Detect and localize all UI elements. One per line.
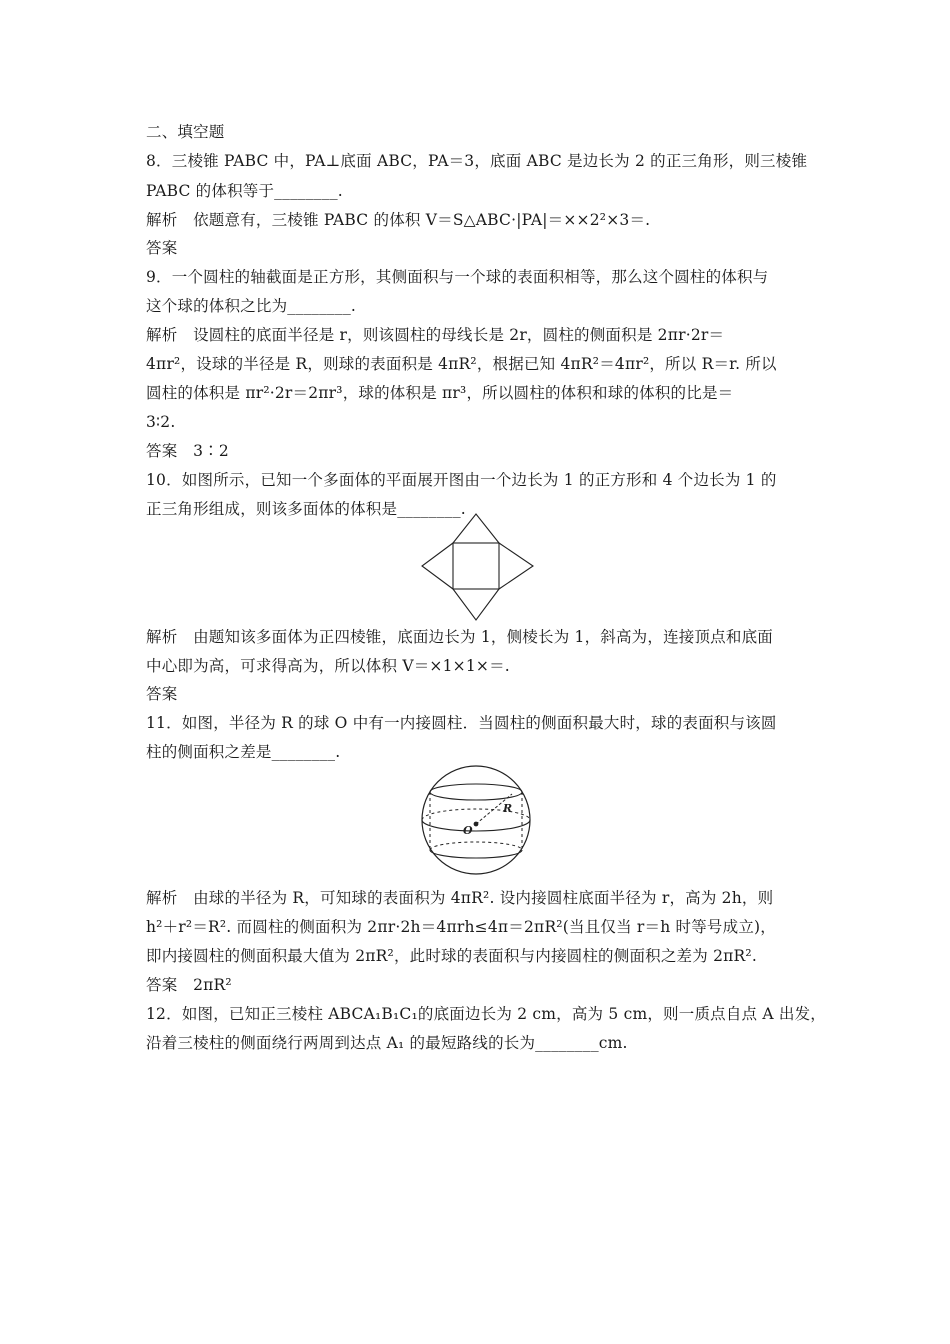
q11-analysis-line3: 即内接圆柱的侧面积最大值为 2πR²，此时球的表面积与内接圆柱的侧面积之差为 2πR². <box>146 947 757 965</box>
q11-stem-line2: 柱的侧面积之差是________. <box>146 743 341 761</box>
q9-analysis-line2: 4πr²，设球的半径是 R，则球的表面积是 4πR²，根据已知 4πR²＝4πr²，所以 R＝r. 所以 <box>146 355 777 373</box>
q9-answer: 答案 3∶2 <box>146 442 229 460</box>
section-title: 二、填空题 <box>146 123 225 141</box>
q9-analysis-line4: 3∶2. <box>146 413 176 431</box>
net-square <box>453 543 499 589</box>
q10-stem-line2: 正三角形组成，则该多面体的体积是________. <box>146 500 466 518</box>
cylinder-bottom-back <box>430 842 522 850</box>
q11-answer: 答案 2πR² <box>146 976 232 994</box>
q8-stem-line2: PABC 的体积等于________. <box>146 182 343 200</box>
net-triangle-bottom <box>453 589 499 620</box>
q8-stem-line1: 8．三棱锥 PABC 中，PA⊥底面 ABC，PA＝3，底面 ABC 是边长为 2 的正三角形，则三棱锥 <box>146 152 808 170</box>
q11-stem-line1: 11．如图，半径为 R 的球 O 中有一内接圆柱．当圆柱的侧面积最大时，球的表面积与该圆 <box>146 714 777 732</box>
q10-answer: 答案 <box>146 685 178 703</box>
q10-analysis-line1: 解析 由题知该多面体为正四棱锥，底面边长为 1，侧棱长为 1，斜高为，连接顶点和底面 <box>146 628 773 646</box>
q11-sphere-cylinder-figure <box>414 764 538 876</box>
cylinder-bottom-front <box>430 850 522 858</box>
q9-analysis-line1: 解析 设圆柱的底面半径是 r，则该圆柱的母线长是 2r，圆柱的侧面积是 2πr·2r＝ <box>146 326 725 344</box>
q11-analysis-line2: h²＋r²＝R². 而圆柱的侧面积为 2πr·2h＝4πrh≤4π＝2πR²(当且仅当 r＝h 时等号成立)， <box>146 918 776 936</box>
fig-label-R: R <box>503 802 513 815</box>
q9-stem-line1: 9．一个圆柱的轴截面是正方形，其侧面积与一个球的表面积相等，那么这个圆柱的体积与 <box>146 268 769 286</box>
q8-analysis: 解析 依题意有，三棱锥 PABC 的体积 V＝S△ABC·|PA|＝××2²×3＝. <box>146 211 651 229</box>
equator-back <box>422 809 530 820</box>
q12-stem-line1: 12．如图，已知正三棱柱 ABCA₁B₁C₁的底面边长为 2 cm，高为 5 cm，则一质点自点 A 出发， <box>146 1005 827 1023</box>
q10-net-figure <box>418 508 538 626</box>
q9-stem-line2: 这个球的体积之比为________. <box>146 297 357 315</box>
q8-answer: 答案 <box>146 239 178 257</box>
q9-analysis-line3: 圆柱的体积是 πr²·2r＝2πr³，球的体积是 πr³，所以圆柱的体积和球的体积的比是＝ <box>146 384 734 402</box>
center-point <box>474 822 479 827</box>
q10-analysis-line2: 中心即为高，可求得高为，所以体积 V＝×1×1×＝. <box>146 657 510 675</box>
q10-stem-line1: 10．如图所示，已知一个多面体的平面展开图由一个边长为 1 的正方形和 4 个边长为 1 的 <box>146 471 777 489</box>
fig-label-O: O <box>463 824 473 837</box>
net-triangle-top <box>453 514 499 543</box>
net-triangle-left <box>422 543 453 589</box>
q11-analysis-line1: 解析 由球的半径为 R，可知球的表面积为 4πR². 设内接圆柱底面半径为 r，高为 2h，则 <box>146 889 774 907</box>
q12-stem-line2: 沿着三棱柱的侧面绕行两周到达点 A₁ 的最短路线的长为________cm. <box>146 1034 628 1052</box>
net-triangle-right <box>499 543 533 589</box>
